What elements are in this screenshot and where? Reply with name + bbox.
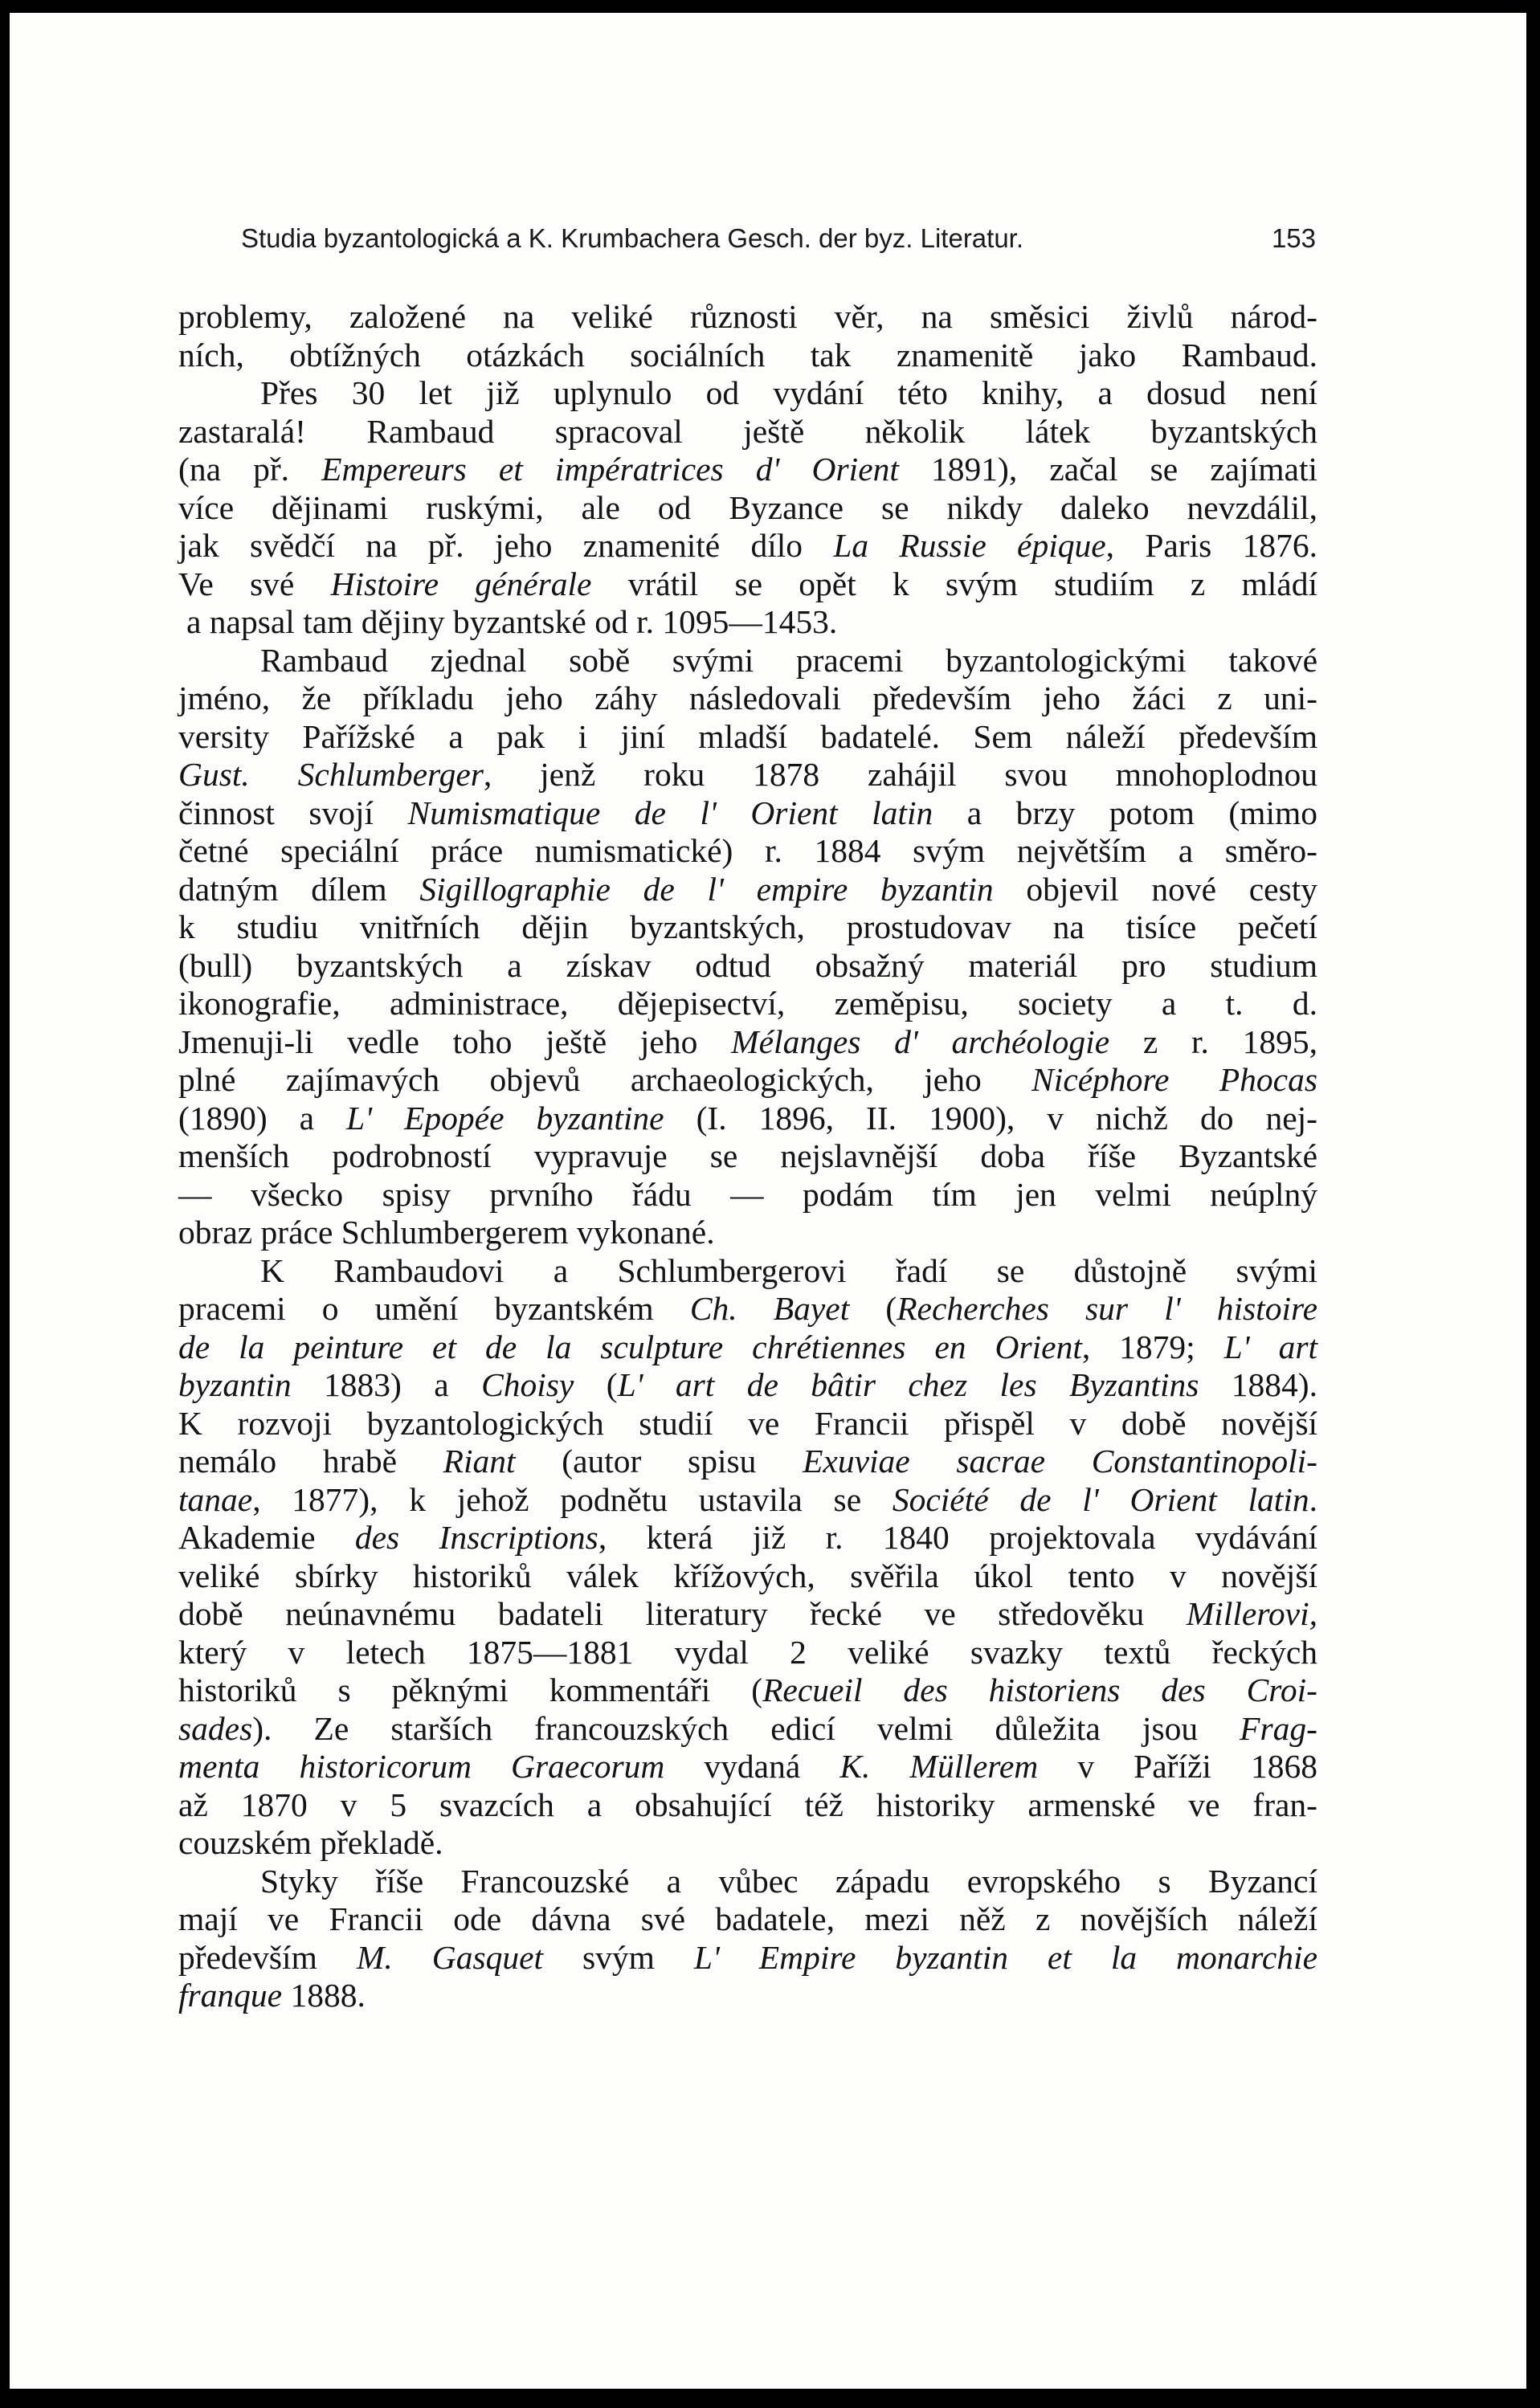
text-line: mají ve Francii ode dávna své badatele, mezi něž z novějších náleží (178, 1900, 1317, 1937)
text-line: K rozvoji byzantologických studií ve Francii přispěl v době novější (178, 1404, 1317, 1442)
text-line: Gust. Schlumberger, jenž roku 1878 zahájil svou mnohoplodnou (178, 756, 1318, 793)
text-line: historiků s pěknými kommentáři (Recueil des historiens des Croi- (178, 1671, 1317, 1708)
text-line: plné zajímavých objevů archaeologických, jeho Nicéphore Phocas (178, 1061, 1317, 1098)
italic-title: Numismatique de l' Orient latin (407, 794, 933, 831)
text-line: obraz práce Schlumbergerem vykonané. (178, 1214, 715, 1251)
text-line: četné speciální práce numismatické) r. 1884 svým největším a směro- (178, 832, 1317, 869)
text-line: Styky říše Francouzské a vůbec západu evropského s Byzancí (260, 1862, 1317, 1900)
text-line: zastaralá! Rambaud spracoval ještě několik látek byzantských (178, 412, 1317, 450)
text-line: K Rambaudovi a Schlumbergerovi řadí se důstojně svými (260, 1251, 1317, 1289)
text-line: jméno, že příkladu jeho záhy následovali především jeho žáci z uni- (178, 680, 1317, 716)
text-line: tanae, 1877), k jehož podnětu ustavila se Société de l' Orient latin. (178, 1480, 1317, 1518)
italic-title: Choisy (481, 1366, 574, 1403)
text-line: Jmenuji-li vedle toho ještě jeho Mélanges d' archéologie z r. 1895, (178, 1022, 1317, 1060)
italic-title: Millerovi, (1186, 1595, 1317, 1632)
text-line: Akademie des Inscriptions, která již r. 1840 projektovala vydávání (178, 1519, 1317, 1556)
text-line: menších podrobností vypravuje se nejslavnější doba říše Byzantské (178, 1137, 1317, 1174)
italic-title: Frag- (1240, 1709, 1317, 1747)
italic-title: sades (178, 1709, 253, 1747)
italic-title: Nicéphore Phocas (1031, 1061, 1317, 1098)
text-line: datným dílem Sigillographie de l' empire byzantin objevil nové cesty (178, 870, 1317, 908)
italic-title: L' art de bâtir chez les Byzantins (617, 1366, 1199, 1403)
italic-title: Mélanges d' archéologie (731, 1022, 1110, 1060)
italic-title: M. Gasquet (356, 1938, 544, 1976)
italic-title: L' Epopée byzantine (346, 1099, 664, 1137)
text-line: Ve své Histoire générale vrátil se opět k svým studiím z mládí (178, 565, 1317, 602)
text-line: nemálo hrabě Riant (autor spisu Exuviae sacrae Constantinopoli- (178, 1443, 1317, 1479)
text-line: více dějinami ruskými, ale od Byzance se nikdy daleko nevzdálil, (178, 488, 1317, 526)
text-line: franque 1888. (178, 1977, 366, 2014)
italic-title: Riant (443, 1443, 516, 1479)
book-page (10, 13, 1526, 2389)
text-line: versity Pařížské a pak i jiní mladší badatelé. Sem náleží především (178, 717, 1317, 755)
text-line: (na př. Empereurs et impératrices d' Orient 1891), začal se zajímati (178, 451, 1318, 488)
italic-title: Recueil des historiens des Croi- (762, 1671, 1317, 1708)
text-line: a napsal tam dějiny byzantské od r. 1095—1453. (186, 603, 838, 640)
text-line: ikonografie, administrace, dějepisectví, zeměpisu, society a t. d. (178, 985, 1317, 1022)
text-line: pracemi o umění byzantském Ch. Bayet (Recherches sur l' histoire (178, 1290, 1318, 1327)
text-line: couzském překladě. (178, 1824, 443, 1861)
running-header (241, 223, 1316, 254)
text-line: problemy, založené na veliké různosti věr, na směsici živlů národ- (178, 298, 1317, 335)
text-line: veliké sbírky historiků válek křížových, svěřila úkol tento v novější (178, 1557, 1317, 1594)
text-line: až 1870 v 5 svazcích a obsahující též historiky armenské ve fran- (178, 1786, 1317, 1823)
text-line: době neúnavnému badateli literatury řecké ve středověku Millerovi, (178, 1595, 1317, 1632)
text-line: k studiu vnitřních dějin byzantských, prostudovav na tisíce pečetí (178, 908, 1317, 945)
text-line: de la peinture et de la sculpture chrétiennes en Orient, 1879; L' art (178, 1328, 1318, 1365)
italic-title: Gust. Schlumberger (178, 756, 484, 793)
italic-title: Histoire générale (330, 565, 592, 602)
italic-title: La Russie épique (833, 527, 1106, 564)
italic-title: franque (178, 1977, 283, 2014)
italic-title: L' Empire byzantin et la monarchie (693, 1938, 1318, 1976)
body-text (178, 298, 1317, 2015)
italic-title: Société de l' Orient latin (892, 1480, 1309, 1518)
text-line: Rambaud zjednal sobě svými pracemi byzantologickými takové (260, 641, 1317, 679)
italic-title: Ch. Bayet (689, 1290, 850, 1327)
text-line: (1890) a L' Epopée byzantine (I. 1896, II. 1900), v nichž do nej- (178, 1099, 1317, 1137)
italic-title: de la peinture et de la sculpture chrétiennes en Orient (178, 1328, 1082, 1365)
italic-title: des Inscriptions (354, 1519, 598, 1556)
italic-title: menta historicorum Graecorum (178, 1748, 665, 1785)
page-number: 153 (1271, 223, 1316, 253)
italic-title: Exuviae sacrae Constantinopoli- (803, 1443, 1317, 1479)
text-line: menta historicorum Graecorum vydaná K. Müllerem v Paříži 1868 (178, 1748, 1318, 1785)
text-line: Přes 30 let již uplynulo od vydání této knihy, a dosud není (260, 374, 1317, 411)
text-line: ních, obtížných otázkách sociálních tak znamenitě jako Rambaud. (178, 336, 1317, 373)
italic-title: Empereurs et impératrices d' Orient (321, 451, 899, 488)
text-line: byzantin 1883) a Choisy (L' art de bâtir chez les Byzantins 1884). (178, 1366, 1317, 1403)
italic-title: Sigillographie de l' empire byzantin (419, 870, 994, 908)
text-line: který v letech 1875—1881 vydal 2 veliké svazky textů řeckých (178, 1633, 1317, 1671)
text-line: činnost svojí Numismatique de l' Orient latin a brzy potom (mimo (178, 794, 1318, 831)
italic-title: L' art (1223, 1328, 1318, 1365)
text-line: sades). Ze starších francouzských edicí velmi důležita jsou Frag- (178, 1709, 1317, 1747)
italic-title: K. Müllerem (839, 1748, 1039, 1785)
italic-title: byzantin (178, 1366, 292, 1403)
text-line: především M. Gasquet svým L' Empire byzantin et la monarchie (178, 1938, 1318, 1976)
text-line: jak svědčí na př. jeho znamenité dílo La Russie épique, Paris 1876. (178, 527, 1317, 564)
text-line: — všecko spisy prvního řádu — podám tím jen velmi neúplný (178, 1175, 1317, 1213)
italic-title: Recherches sur l' histoire (897, 1290, 1318, 1327)
text-line: (bull) byzantských a získav odtud obsažný materiál pro studium (178, 946, 1317, 984)
running-title: Studia byzantologická a K. Krumbachera Gesch. der byz. Literatur. (241, 223, 1024, 253)
italic-title: tanae (178, 1480, 253, 1518)
